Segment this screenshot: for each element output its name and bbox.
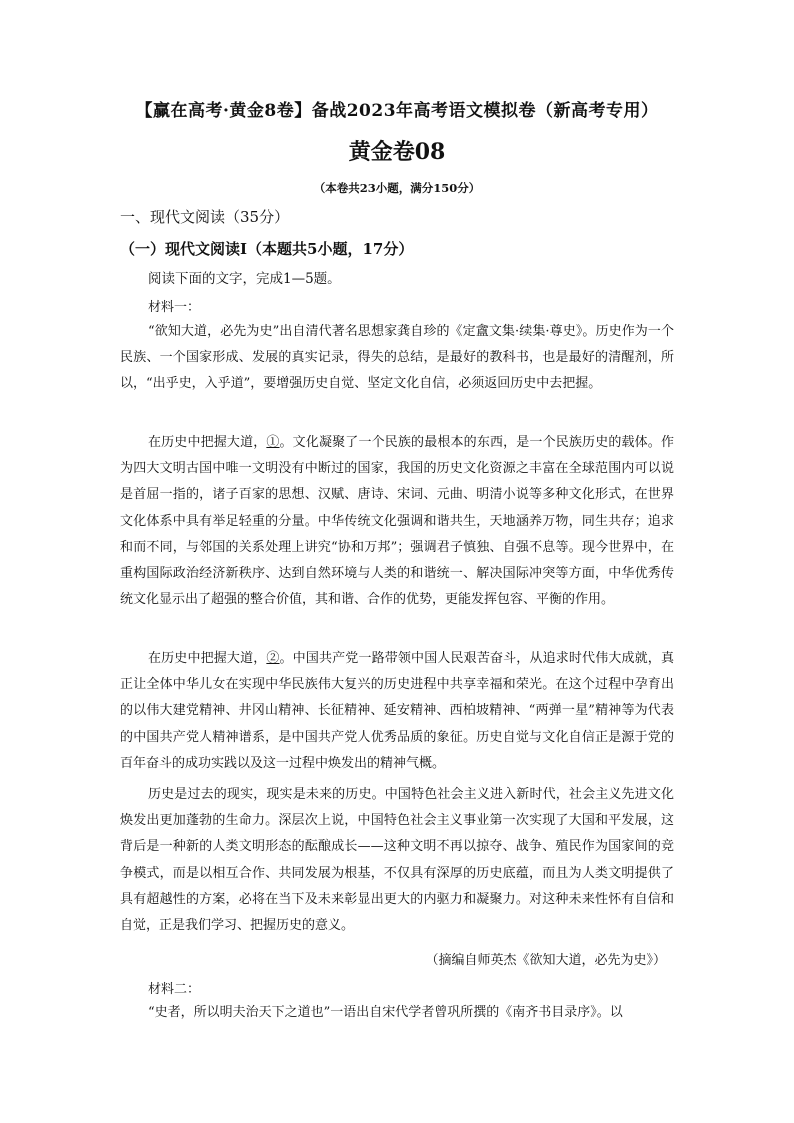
fill-blank-2: ② [266, 651, 280, 666]
material-two-paragraph-1: “史者，所以明夫治天下之道也”一语出自宋代学者曾巩所撰的《南齐书目录序》。以 [148, 1005, 623, 1020]
subsection-heading: （一）现代文阅读Ⅰ（本题共5小题，17分） [120, 240, 414, 258]
exam-info-subtitle: （本卷共23小题，满分150分） [313, 181, 481, 195]
page-title: 黄金卷08 [348, 139, 446, 165]
section-heading: 一、现代文阅读（35分） [120, 208, 290, 226]
fill-blank-1: ① [266, 435, 280, 450]
paragraph-body: 。文化凝聚了一个民族的最根本的东西，是一个民族历史的载体。作为四大文明古国中唯一文明没有中断过的国家，我国的历史文化资源之丰富在全球范围内可以说是首屈一指的，诸子百家的思想、汉赋、唐诗、宋词、元曲、明清小说等多种文化形式，在世界文化体系中具有举足轻重的分量。中华传统文化强调和谐共生，天地涵养万物，同生共存；追求和而不同，与邻国的关系处理上讲究“协和万邦”；强调君子慎独、自强不息等。现今世界中，在重构国际政治经济新秩序、达到自然环境与人类的和谐统一、解决国际冲突等方面，中华优秀传统文化显示出了超强的整合价值，其和谐、合作的优势，更能发挥包容、平衡的作用。 [120, 435, 674, 608]
material-one-paragraph-3 [120, 646, 674, 777]
material-one-label: 材料一： [148, 300, 201, 315]
material-one-paragraph-2 [120, 430, 674, 613]
exam-series-title: 【赢在高考·黄金8卷】备战2023年高考语文模拟卷（新高考专用） [135, 101, 659, 121]
material-one-paragraph-4: 历史是过去的现实，现实是未来的历史。中国特色社会主义进入新时代，社会主义先进文化焕发出更加蓬勃的生命力。深层次上说，中国特色社会主义事业第一次实现了大国和平发展，这背后是一种新的人类文明形态的酝酿成长——这种文明不再以掠夺、战争、殖民作为国家间的竞争模式，而是以相互合作、共同发展为根基，不仅具有深厚的历史底蕴，而且为人类文明提供了具有超越性的方案，必将在当下及未来彰显出更大的内驱力和凝聚力。对这种未来性怀有自信和自觉，正是我们学习、把握历史的意义。 [120, 787, 674, 934]
material-one-citation: （摘编自师英杰《欲知大道，必先为史》） [425, 953, 666, 968]
paragraph-lead: 在历史中把握大道， [148, 651, 267, 666]
paragraph-lead: 在历史中把握大道， [148, 435, 267, 450]
paragraph-body: 。中国共产党一路带领中国人民艰苦奋斗，从追求时代伟大成就，真正让全体中华儿女在实现中华民族伟大复兴的历史进程中共享幸福和荣光。在这个过程中孕育出的以伟大建党精神、井冈山精神、长征精神、延安精神、西柏坡精神、“两弹一星”精神等为代表的中国共产党人精神谱系，是中国共产党人优秀品质的象征。历史自觉与文化自信正是源于党的百年奋斗的成功实践以及这一过程中焕发出的精神气概。 [120, 651, 674, 771]
material-one-paragraph-1: “欲知大道，必先为史”出自清代著名思想家龚自珍的《定盦文集·续集·尊史》。历史作为一个民族、一个国家形成、发展的真实记录，得失的总结，是最好的教科书，也是最好的清醒剂，所以，“出乎史，入乎道”，要增强历史自觉、坚定文化自信，必须返回历史中去把握。 [120, 324, 674, 392]
material-two-label: 材料二： [148, 982, 201, 997]
reading-instruction: 阅读下面的文字，完成1—5题。 [148, 271, 341, 287]
